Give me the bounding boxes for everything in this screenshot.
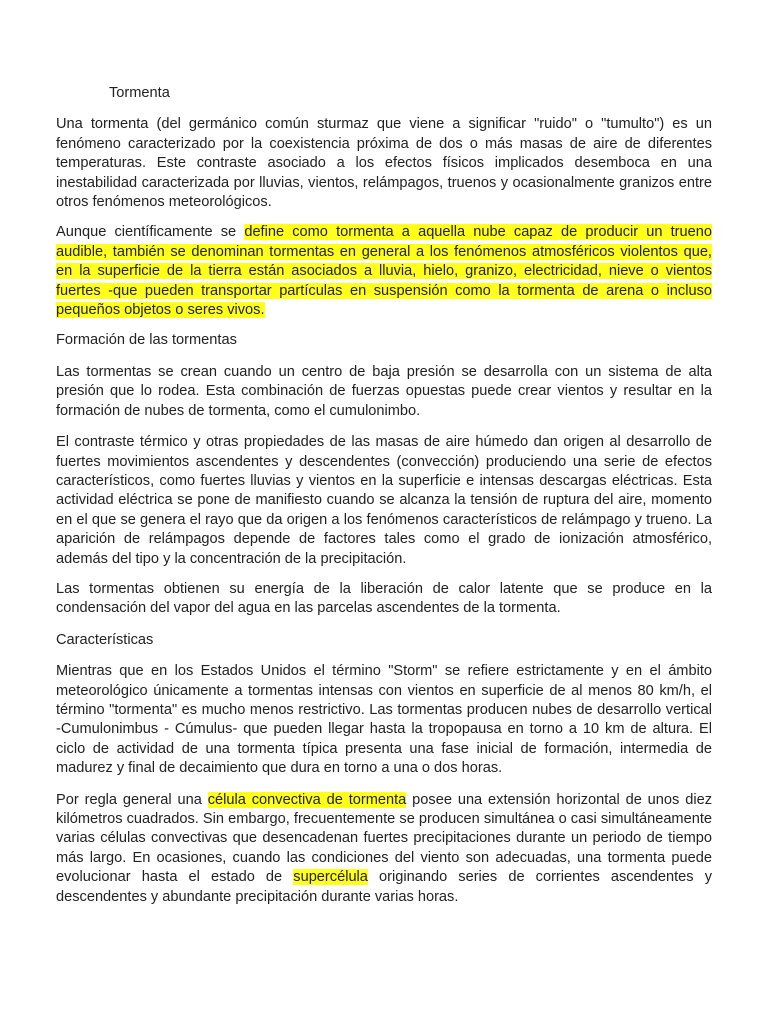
paragraph-text: Una tormenta (del germánico común sturmaz que viene a significar "ruido" o "tumulto") es un fenómeno caracterizado por la coexistencia próxima de dos o más masas de aire de diferentes temperaturas. Este contraste asociado a los efectos físicos implicados desemboca en una inestabilidad caracterizada por lluvias, vientos, relámpagos, truenos y ocasionalmente granizos entre otros fenómenos meteorológicos. — [56, 116, 712, 211]
document-title: Tormenta — [109, 85, 170, 101]
paragraph-text: originando series de corrientes ascendentes y descendentes y abundante precipitación durante varias horas. — [56, 869, 713, 905]
paragraph-contraste-termico — [56, 433, 712, 569]
paragraph-energia — [56, 580, 712, 619]
section-heading-caracteristicas — [56, 631, 712, 650]
highlighted-text: supercélula — [293, 869, 368, 886]
paragraph-text: Las tormentas se crean cuando un centro de baja presión se desarrolla con un sistema de alta presión que lo rodea. Esta combinación de fuerzas opuestas puede crear vientos y resultar en la formación de nubes de tormenta, como el cumulonimbo. — [56, 363, 712, 419]
highlighted-text: define como tormenta a aquella nube capaz de producir un trueno audible, también se denominan tormentas en general a los fenómenos atmosféricos violentos que, en la superficie de la tierra están asociados a lluvia, hielo, granizo, electricidad, nieve o vientos fuertes -que pueden transportar partículas en suspensión como la tormenta de arena o incluso pequeños objetos o seres vivos. — [56, 224, 712, 319]
document-body — [56, 84, 712, 919]
paragraph-estados-unidos — [56, 662, 712, 778]
section-heading-formacion — [56, 331, 712, 350]
paragraph-text: Mientras que en los Estados Unidos el término "Storm" se refiere estrictamente y en el ámbito meteorológico únicamente a tormentas intensas con vientos en superficie de al menos 80 km/h, el término "tormenta" es mucho menos restrictivo. Las tormentas producen nubes de desarrollo vertical -Cumulonimbus - Cúmulus- que pueden llegar hasta la tropopausa en torno a 10 km de altura. El ciclo de actividad de una tormenta típica presenta una fase inicial de formación, intermedia de madurez y final de decaimiento que dura en torno a una o dos horas. — [56, 663, 712, 777]
paragraph-text: Aunque científicamente se — [56, 224, 245, 241]
paragraph-text: Las tormentas obtienen su energía de la liberación de calor latente que se produce en la condensación del vapor del agua en las parcelas ascendentes de la tormenta. — [56, 580, 712, 617]
paragraph-text: posee una extensión horizontal de unos diez kilómetros cuadrados. Sin embargo, frecuentemente se producen simultánea o casi simultáneamente varias células convectivas que desencadenan fuertes precipitaciones durante un periodo de tiempo más largo. En ocasiones, cuando las condiciones del viento son adecuadas, una tormenta puede evolucionar hasta el estado de — [56, 791, 712, 886]
highlighted-text: célula convectiva de tormenta — [207, 791, 407, 808]
paragraph-celula-convectiva — [56, 791, 712, 907]
paragraph-intro — [56, 115, 712, 212]
paragraph-definition — [56, 223, 712, 320]
paragraph-text: El contraste térmico y otras propiedades de las masas de aire húmedo dan origen al desarrollo de fuertes movimientos ascendentes y descendentes (convección) produciendo una serie de efectos característicos, como fuertes lluvias y vientos en la superficie e intensas descargas eléctricas. Esta actividad eléctrica se pone de manifiesto cuando se alcanza la tensión de ruptura del aire, momento en el que se genera el rayo que da origen a los fenómenos característicos de relámpago y trueno. La aparición de relámpagos depende de factores tales como el grado de ionización atmosférico, además del tipo y la concentración de la precipitación. — [56, 434, 712, 567]
paragraph-text: Por regla general una — [56, 791, 208, 808]
heading-text: Formación de las tormentas — [56, 332, 237, 349]
heading-text: Características — [56, 631, 154, 648]
paragraph-baja-presion — [56, 363, 712, 421]
